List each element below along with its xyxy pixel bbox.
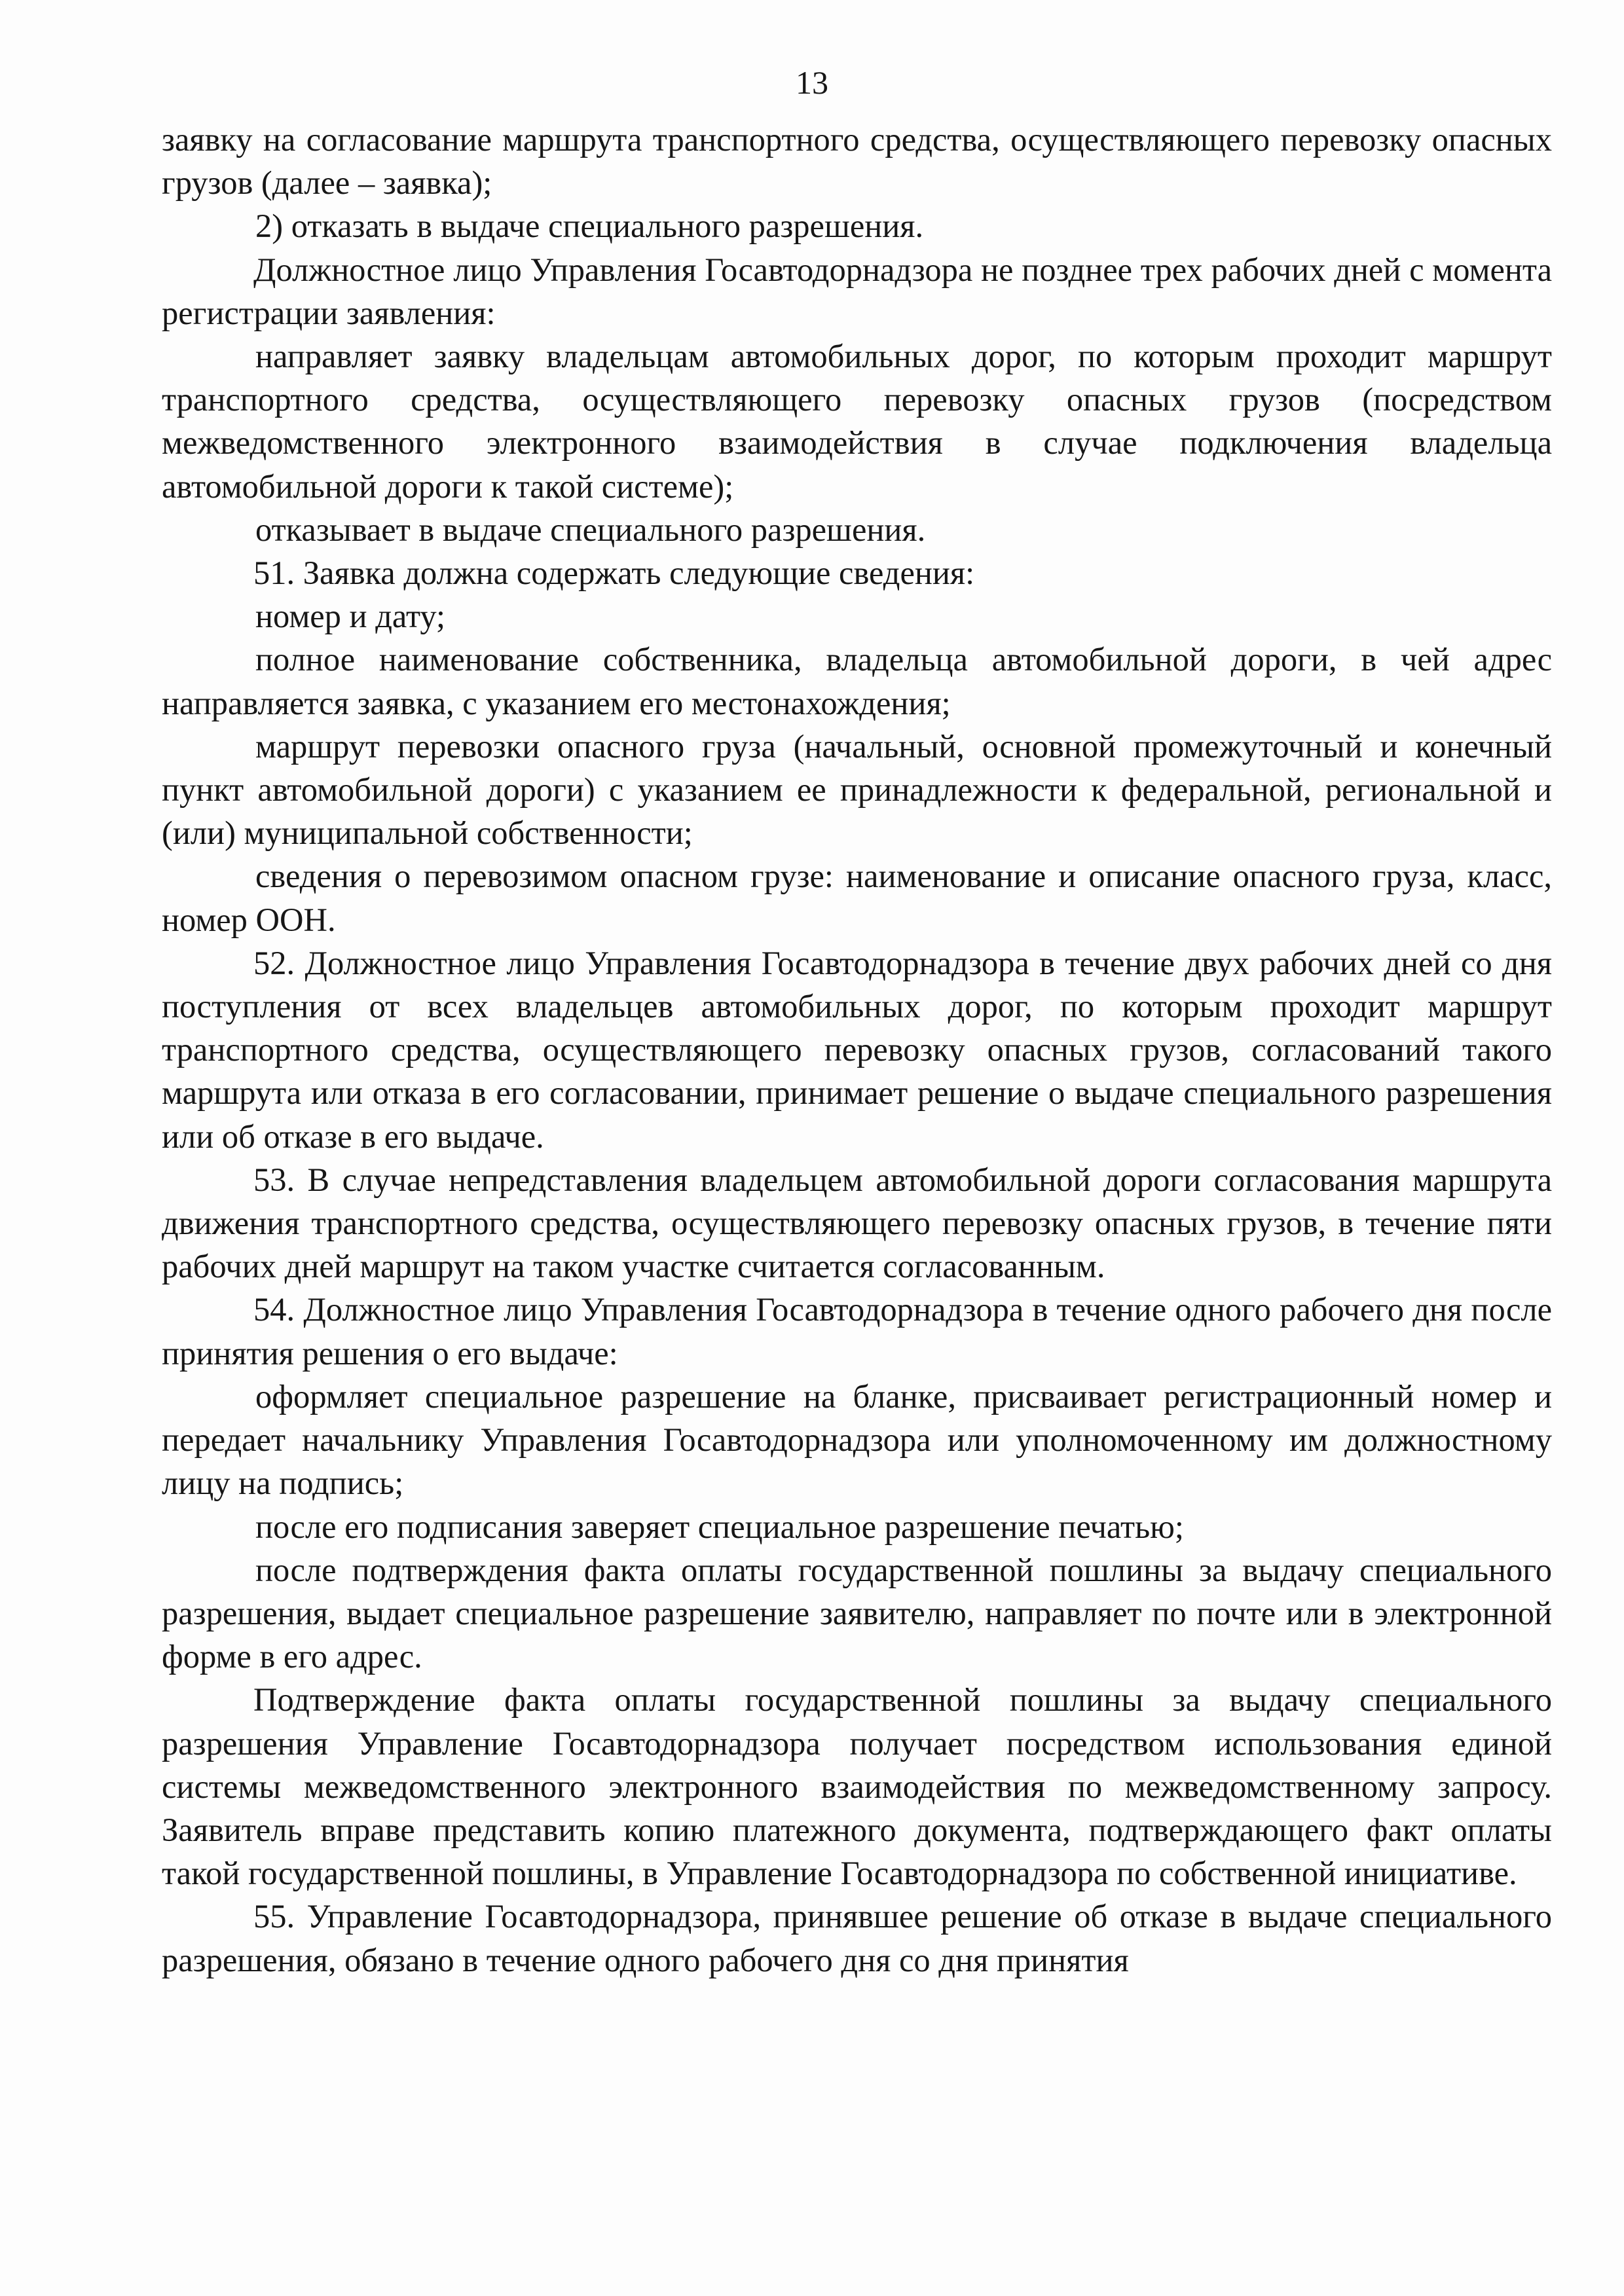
paragraph-54: 54. Должностное лицо Управления Госавтодорнадзора в течение одного рабочего дня после принятия решения о его выдаче: xyxy=(162,1291,1552,1372)
list-item-cargo-info: сведения о перевозимом опасном грузе: наименование и описание опасного груза, класс, номер ООН. xyxy=(162,858,1552,938)
list-item-send-request: направляет заявку владельцам автомобильных дорог, по которым проходит маршрут транспортного средства, осуществляющего перевозку опасных грузов (посредством межведомственного электронного взаимодействия в случае подключения владельца автомобильной дороги к такой системе); xyxy=(162,338,1552,505)
paragraph-fee-confirmation: Подтверждение факта оплаты государственной пошлины за выдачу специального разрешения Управление Госавтодорнадзора получает посредством использования единой системы межведомственного электронного взаимодействия по межведомственному запросу. Заявитель вправе представить копию платежного документа, подтверждающего факт оплаты такой государственной пошлины, в Управление Госавтодорнадзора по собственной инициативе. xyxy=(162,1681,1552,1892)
list-item-route: маршрут перевозки опасного груза (начальный, основной промежуточный и конечный пункт автомобильной дороги) с указанием ее принадлежности к федеральной, региональной и (или) муниципальной собственности; xyxy=(162,727,1552,852)
list-item-refuses: отказывает в выдаче специального разрешения. xyxy=(255,511,926,548)
list-item-stamp: после его подписания заверяет специальное разрешение печатью; xyxy=(255,1508,1184,1545)
list-item-issue-permit: оформляет специальное разрешение на бланке, присваивает регистрационный номер и передает начальнику Управления Госавтодорнадзора или уполномоченному им должностному лицу на подпись; xyxy=(162,1377,1552,1502)
list-item-deliver: после подтверждения факта оплаты государственной пошлины за выдачу специального разрешения, выдает специальное разрешение заявителю, направляет по почте или в электронной форме в его адрес. xyxy=(162,1551,1552,1675)
list-item-owner-name: полное наименование собственника, владельца автомобильной дороги, в чей адрес направляется заявка, с указанием его местонахождения; xyxy=(162,641,1552,721)
page-number: 13 xyxy=(796,64,828,101)
paragraph-52: 52. Должностное лицо Управления Госавтодорнадзора в течение двух рабочих дней со дня поступления от всех владельцев автомобильных дорог, по которым проходит маршрут транспортного средства, осуществляющего перевозку опасных грузов, согласований такого маршрута или отказа в его согласовании, принимает решение о выдаче специального разрешения или об отказе в его выдаче. xyxy=(162,944,1552,1155)
paragraph-continuation: заявку на согласование маршрута транспортного средства, осуществляющего перевозку опасных грузов (далее – заявка); xyxy=(162,121,1552,202)
paragraph-55: 55. Управление Госавтодорнадзора, принявшее решение об отказе в выдаче специального разрешения, обязано в течение одного рабочего дня со дня принятия xyxy=(162,1898,1552,1978)
list-item-refuse-option: 2) отказать в выдаче специального разрешения. xyxy=(255,208,924,245)
paragraph-53: 53. В случае непредставления владельцем автомобильной дороги согласования маршрута движения транспортного средства, осуществляющего перевозку опасных грузов, в течение пяти рабочих дней маршрут на таком участке считается согласованным. xyxy=(162,1161,1552,1285)
paragraph-official-duties: Должностное лицо Управления Госавтодорнадзора не позднее трех рабочих дней с момента регистрации заявления: xyxy=(162,251,1552,331)
list-item-number-date: номер и дату; xyxy=(255,598,446,635)
paragraph-51: 51. Заявка должна содержать следующие сведения: xyxy=(253,555,975,592)
document-body xyxy=(162,118,1552,1982)
